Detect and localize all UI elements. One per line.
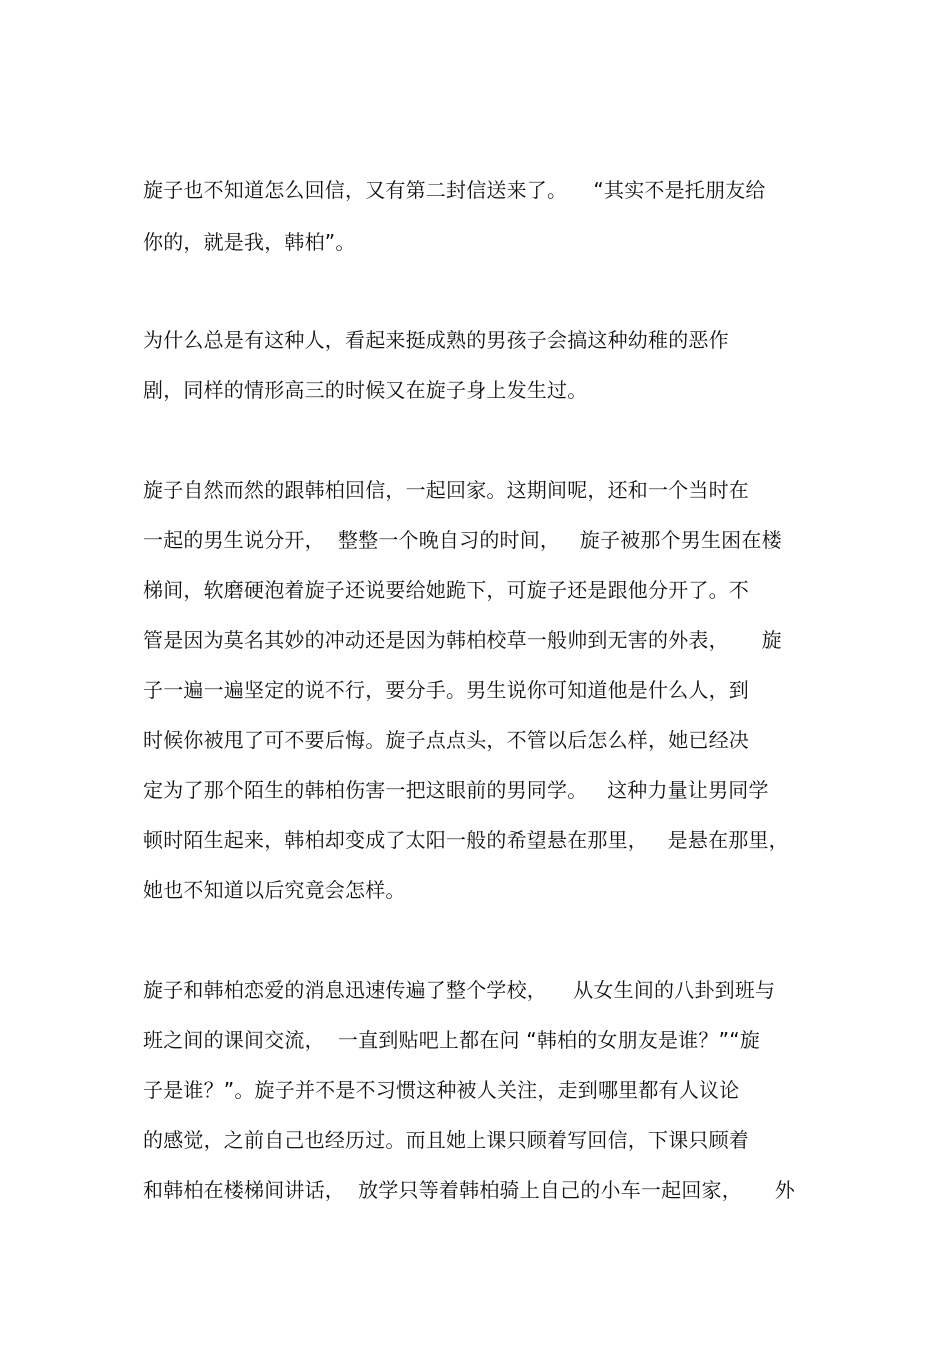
paragraph-4-line-4: 的感觉，之前自己也经历过。而且她上课只顾着写回信，下课只顾着 [143, 1128, 749, 1152]
paragraph-3-line-8: 顿时陌生起来，韩柏却变成了太阳一般的希望悬在那里， 是悬在那里， [143, 828, 789, 852]
paragraph-4-line-1: 旋子和韩柏恋爱的消息迅速传遍了整个学校， 从女生间的八卦到班与 [143, 978, 776, 1002]
paragraph-3-line-2: 一起的男生说分开， 整整一个晚自习的时间， 旋子被那个男生困在楼 [143, 528, 782, 552]
paragraph-3-line-4: 管是因为莫名其妙的冲动还是因为韩柏校草一般帅到无害的外表， 旋 [143, 628, 782, 652]
paragraph-3-line-7: 定为了那个陌生的韩柏伤害一把这眼前的男同学。 这种力量让男同学 [143, 778, 769, 802]
paragraph-3-line-6: 时候你被甩了可不要后悔。旋子点点头，不管以后怎么样，她已经决 [143, 728, 749, 752]
paragraph-2-line-1: 为什么总是有这种人，看起来挺成熟的男孩子会搞这种幼稚的恶作 [143, 328, 729, 352]
paragraph-4-line-2: 班之间的课间交流， 一直到贴吧上都在问 “韩柏的女朋友是谁？”“旋 [143, 1028, 760, 1052]
paragraph-3-line-5: 子一遍一遍坚定的说不行，要分手。男生说你可知道他是什么人，到 [143, 678, 749, 702]
paragraph-3-line-1: 旋子自然而然的跟韩柏回信，一起回家。这期间呢，还和一个当时在 [143, 478, 749, 502]
paragraph-1-line-1: 旋子也不知道怎么回信，又有第二封信送来了。 “其实不是托朋友给 [143, 178, 766, 202]
paragraph-4-line-5: 和韩柏在楼梯间讲话， 放学只等着韩柏骑上自己的小车一起回家， 外 [143, 1178, 795, 1202]
paragraph-1-line-2: 你的，就是我，韩柏”。 [143, 230, 356, 254]
paragraph-3-line-9: 她也不知道以后究竟会怎样。 [143, 878, 406, 902]
paragraph-4-line-3: 子是谁？”。旋子并不是不习惯这种被人关注，走到哪里都有人议论 [143, 1078, 740, 1102]
paragraph-2-line-2: 剧，同样的情形高三的时候又在旋子身上发生过。 [143, 378, 588, 402]
paragraph-3-line-3: 梯间，软磨硬泡着旋子还说要给她跪下，可旋子还是跟他分开了。不 [143, 578, 749, 602]
